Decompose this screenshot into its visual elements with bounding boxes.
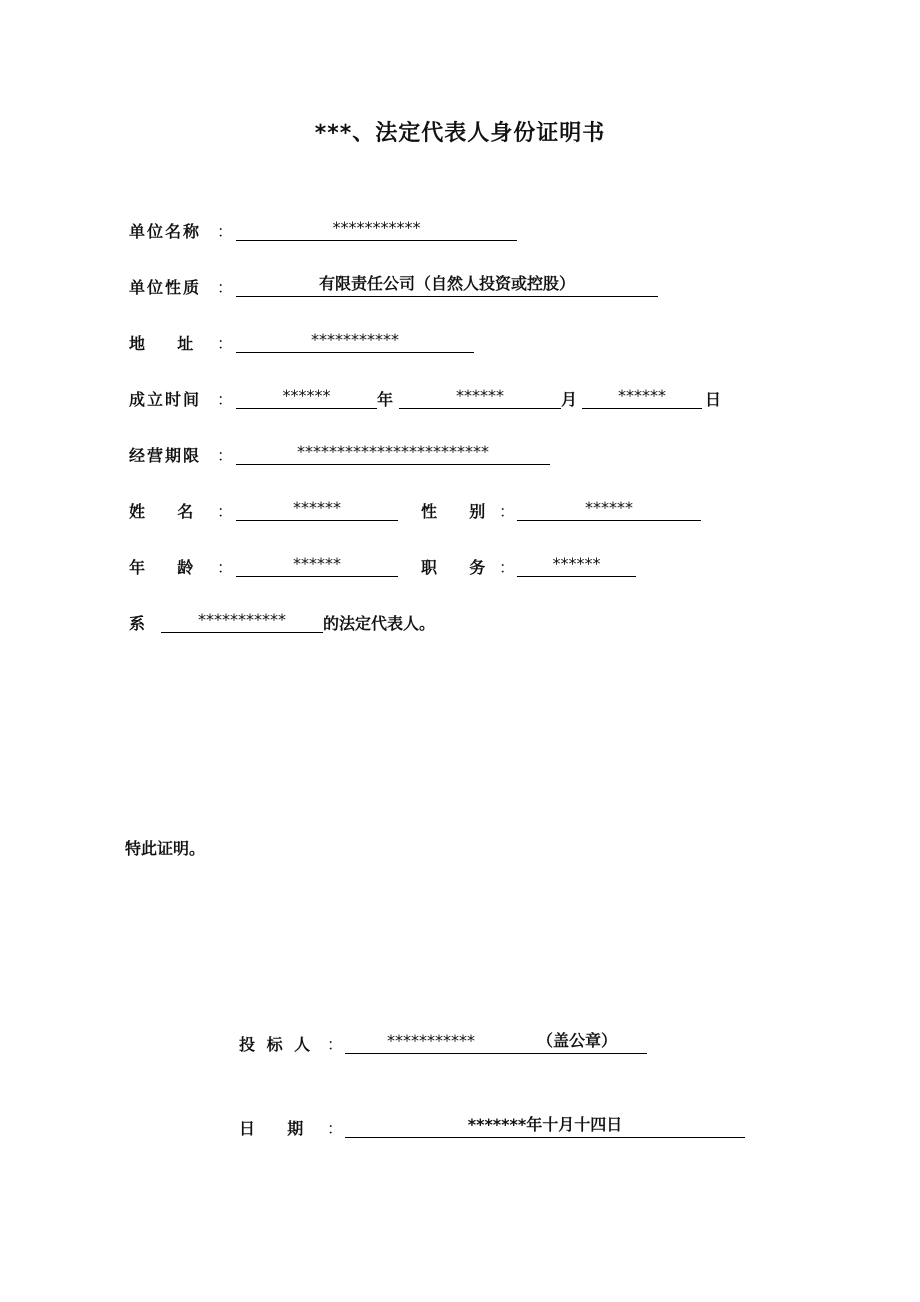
age-field: ****** (236, 555, 398, 577)
term-label: 经营期限 (129, 446, 202, 465)
document-title: ***、法定代表人身份证明书 (314, 121, 606, 146)
statement-suffix: 的法定代表人。 (323, 614, 436, 633)
unit-name-label: 单位名称 (129, 222, 202, 241)
certify-row (125, 836, 245, 858)
colon: ： (217, 446, 234, 465)
address-row (129, 331, 489, 353)
unit-nature-label: 单位性质 (129, 278, 202, 297)
colon: ： (499, 558, 516, 577)
bidder-value: *********** (387, 1031, 475, 1050)
address-field: *********** (236, 331, 474, 353)
year-unit: 年 (377, 390, 394, 409)
unit-name-row (129, 219, 529, 241)
date-row (239, 1116, 759, 1138)
position-label: 职 务 (421, 558, 488, 577)
unit-nature-field: 有限责任公司（自然人投资或控股） (236, 275, 658, 297)
colon: ： (217, 390, 234, 409)
statement-row (129, 611, 489, 633)
age-position-row (129, 555, 669, 577)
unit-nature-row (129, 275, 669, 297)
colon: ： (327, 1035, 344, 1054)
term-row (129, 443, 569, 465)
month-unit: 月 (561, 390, 578, 409)
bidder-field (345, 1032, 647, 1054)
colon: ： (217, 278, 234, 297)
unit-name-field: *********** (236, 219, 517, 241)
name-field: ****** (236, 499, 398, 521)
established-year-field: ****** (236, 387, 377, 409)
bidder-row (239, 1032, 659, 1054)
date-label: 日 期 (239, 1119, 306, 1138)
colon: ： (217, 558, 234, 577)
address-label: 地 址 (129, 334, 196, 353)
term-field: ************************ (236, 443, 550, 465)
date-field: *******年十月十四日 (345, 1116, 745, 1138)
statement-prefix: 系 (129, 614, 148, 633)
name-label: 姓 名 (129, 502, 196, 521)
certify-text: 特此证明。 (125, 839, 206, 858)
established-month-field: ****** (399, 387, 561, 409)
seal-note: （盖公章） (537, 1031, 618, 1050)
colon: ： (217, 222, 234, 241)
gender-field: ****** (517, 499, 701, 521)
day-unit: 日 (705, 390, 722, 409)
position-field: ****** (517, 555, 636, 577)
name-gender-row (129, 499, 729, 521)
colon: ： (217, 334, 234, 353)
bidder-label: 投 标 人 (239, 1035, 314, 1054)
colon: ： (327, 1119, 344, 1138)
colon: ： (499, 502, 516, 521)
gender-label: 性 别 (421, 502, 488, 521)
statement-field: *********** (161, 611, 323, 633)
colon: ： (217, 502, 234, 521)
established-row (129, 387, 729, 409)
established-day-field: ****** (582, 387, 702, 409)
age-label: 年 龄 (129, 558, 196, 577)
established-label: 成立时间 (129, 390, 202, 409)
